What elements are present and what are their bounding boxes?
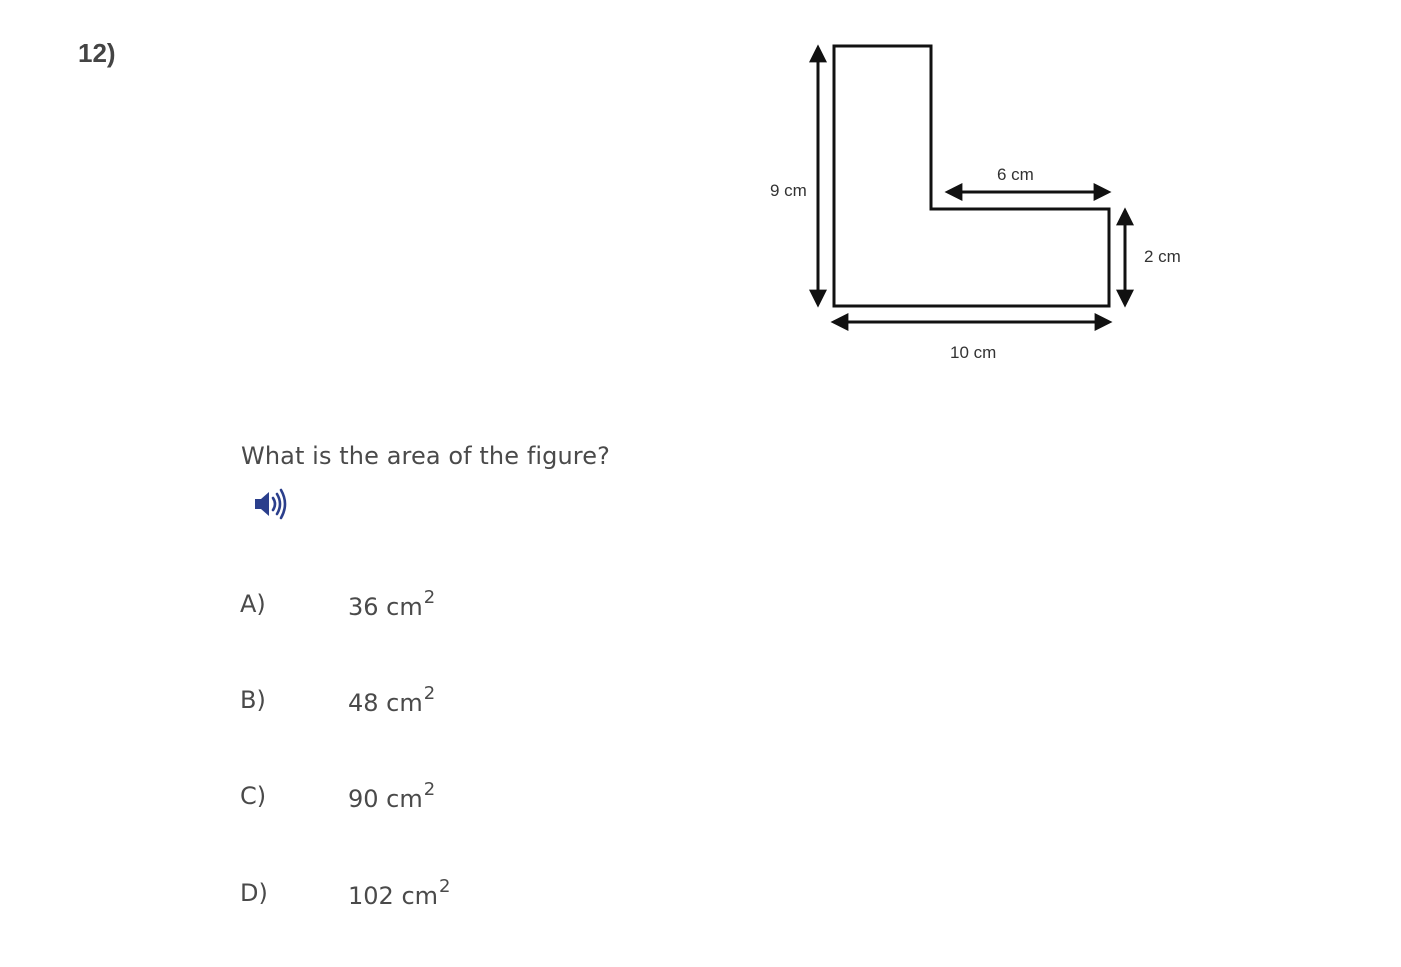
question-number: 12) <box>78 38 116 68</box>
choice-letter: A) <box>240 590 266 618</box>
l-shape-diagram <box>736 36 1196 376</box>
choice-letter: B) <box>240 686 266 714</box>
top-right-dimension-label: 6 cm <box>997 165 1034 184</box>
choice-answer: 48 $cm^2$ <box>348 683 436 717</box>
l-shape-figure <box>736 36 1196 376</box>
choice-answer: 90 $cm^2$ <box>348 779 436 813</box>
question-text: What is the area of the figure? <box>241 442 610 470</box>
l-shape-outline <box>834 46 1109 306</box>
choice-letter: C) <box>240 782 267 810</box>
choice-letter: D) <box>240 879 268 907</box>
bottom-dimension-label: 10 cm <box>950 343 997 362</box>
choice-b[interactable] <box>240 683 640 726</box>
right-dimension-label: 2 cm <box>1144 247 1181 266</box>
left-dimension-label: 9 cm <box>770 181 807 200</box>
choice-d[interactable] <box>240 876 640 919</box>
choice-answer: 102 $cm^2$ <box>348 876 451 910</box>
speaker-icon[interactable] <box>252 486 292 522</box>
choice-c[interactable] <box>240 779 640 822</box>
choice-answer: 36 $cm^2$ <box>348 587 436 621</box>
choice-a[interactable] <box>240 587 640 630</box>
